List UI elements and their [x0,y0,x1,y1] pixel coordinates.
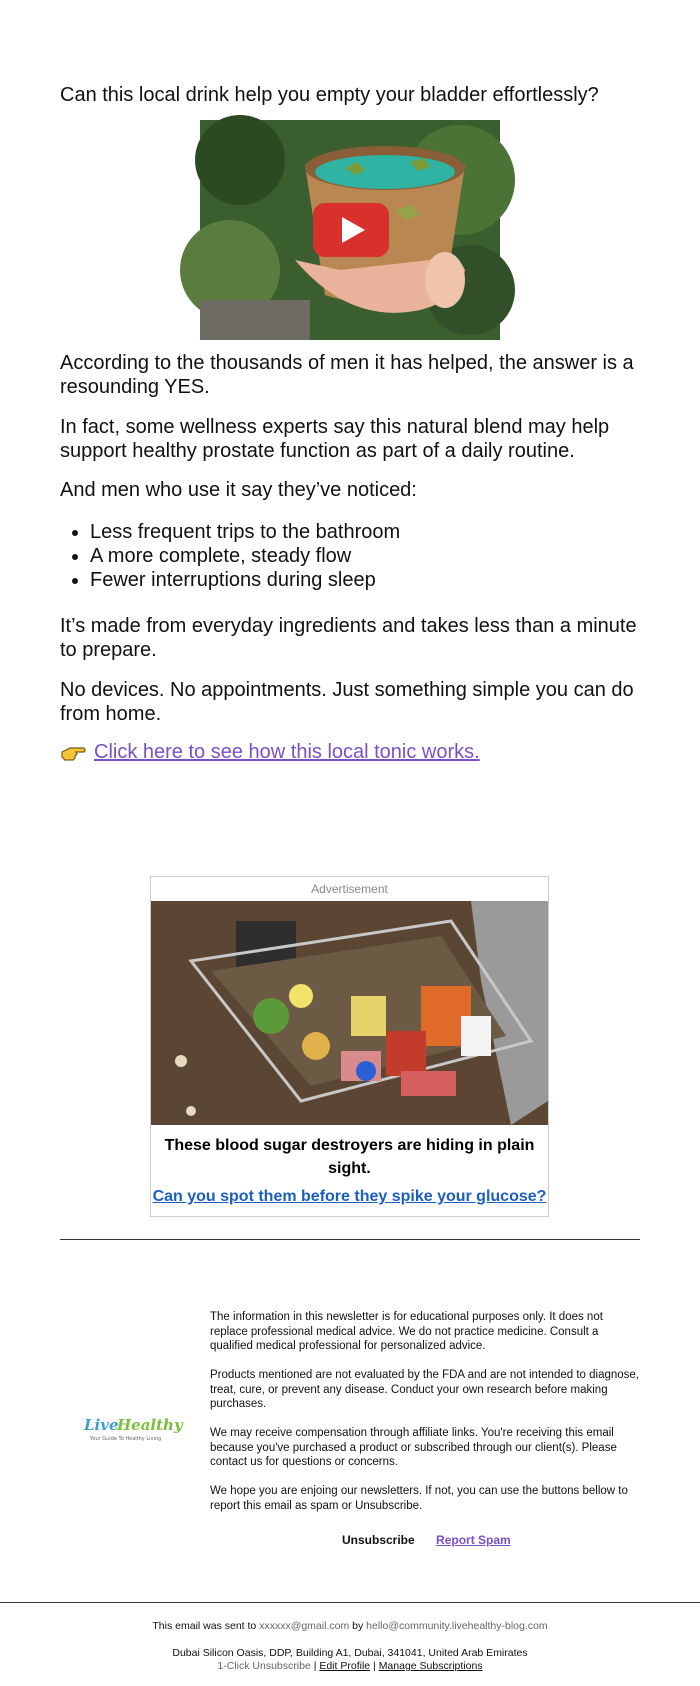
separator: | [370,1660,379,1672]
cta-row [60,741,480,764]
paragraph: According to the thousands of men it has helped, the answer is a resounding YES. [60,352,634,398]
logo-text-healthy: Healthy [117,1416,183,1434]
unsubscribe-button[interactable]: Unsubscribe [342,1533,415,1547]
address-line: Dubai Silicon Oasis, DDP, Building A1, Dubai, 341041, United Arab Emirates [172,1647,528,1659]
play-icon[interactable] [313,203,389,257]
disclaimer-text: The information in this newsletter is for educational purposes only. It does not replace professional medical advice. We do not practice medicine. Consult a qualified medical professional for personalized advice. [210,1311,603,1352]
ad-link[interactable]: Can you spot them before they spike your glucose? [152,1188,547,1205]
ad-title: These blood sugar destroyers are hiding in plain sight. [164,1137,535,1177]
sent-to-line [150,1620,550,1633]
paragraph: In fact, some wellness experts say this natural blend may help support healthy prostate function as part of a daily routine. [60,416,610,462]
manage-subscriptions-link[interactable]: Manage Subscriptions [378,1660,483,1672]
benefits-list [60,520,400,592]
footer-actions [342,1533,511,1547]
sent-by: by [349,1620,367,1632]
one-click-unsubscribe-link[interactable]: 1-Click Unsubscribe [217,1660,311,1672]
list-item: • A more complete, steady flow [90,544,400,568]
sender-email[interactable]: hello@community.livehealthy-blog.com [366,1620,548,1632]
logo-tagline: Your Guide To Healthy Living [90,1436,162,1442]
edit-profile-link[interactable]: Edit Profile [319,1660,371,1672]
divider [60,1239,640,1240]
shopping-cart-image [151,901,548,1125]
livehealthy-logo[interactable] [82,1412,183,1444]
disclaimer-text: Products mentioned are not evaluated by the FDA and are not intended to diagnose, treat, cure, or prevent any disease. Conduct your own research before making purchases. [210,1369,639,1410]
cta-link[interactable]: Click here to see how this local tonic works. [94,741,480,763]
sent-prefix: This email was sent to [152,1620,260,1632]
recipient-email: xxxxxx@gmail.com [259,1620,350,1632]
video-thumbnail[interactable] [200,120,500,340]
divider [0,1602,700,1603]
headline: Can this local drink help you empty your bladder effortlessly? [60,84,599,106]
list-item: • Fewer interruptions during sleep [90,568,400,592]
paragraph: And men who use it say they’ve noticed: [60,479,417,501]
disclaimer-text: We may receive compensation through affiliate links. You're receiving this email because you've purchased a product or subscribed through our client(s). Please contact us for questions or concerns. [210,1427,617,1468]
separator: | [310,1660,320,1672]
report-spam-link[interactable]: Report Spam [436,1533,511,1547]
video-thumbnail-image [200,120,500,340]
disclaimer-text: We hope you are enjoing our newsletters. If not, you can use the buttons bellow to report this email as spam or Unsubscribe. [210,1485,628,1512]
pointing-hand-icon [60,743,86,763]
ad-image[interactable] [151,901,548,1125]
advertisement [150,876,549,1217]
footer-links [150,1660,550,1673]
logo-text-live: Live [84,1416,119,1434]
ad-label: Advertisement [311,882,388,896]
list-item: • Less frequent trips to the bathroom [90,520,400,544]
paragraph: No devices. No appointments. Just something simple you can do from home. [60,679,634,725]
paragraph: It’s made from everyday ingredients and takes less than a minute to prepare. [60,615,637,661]
